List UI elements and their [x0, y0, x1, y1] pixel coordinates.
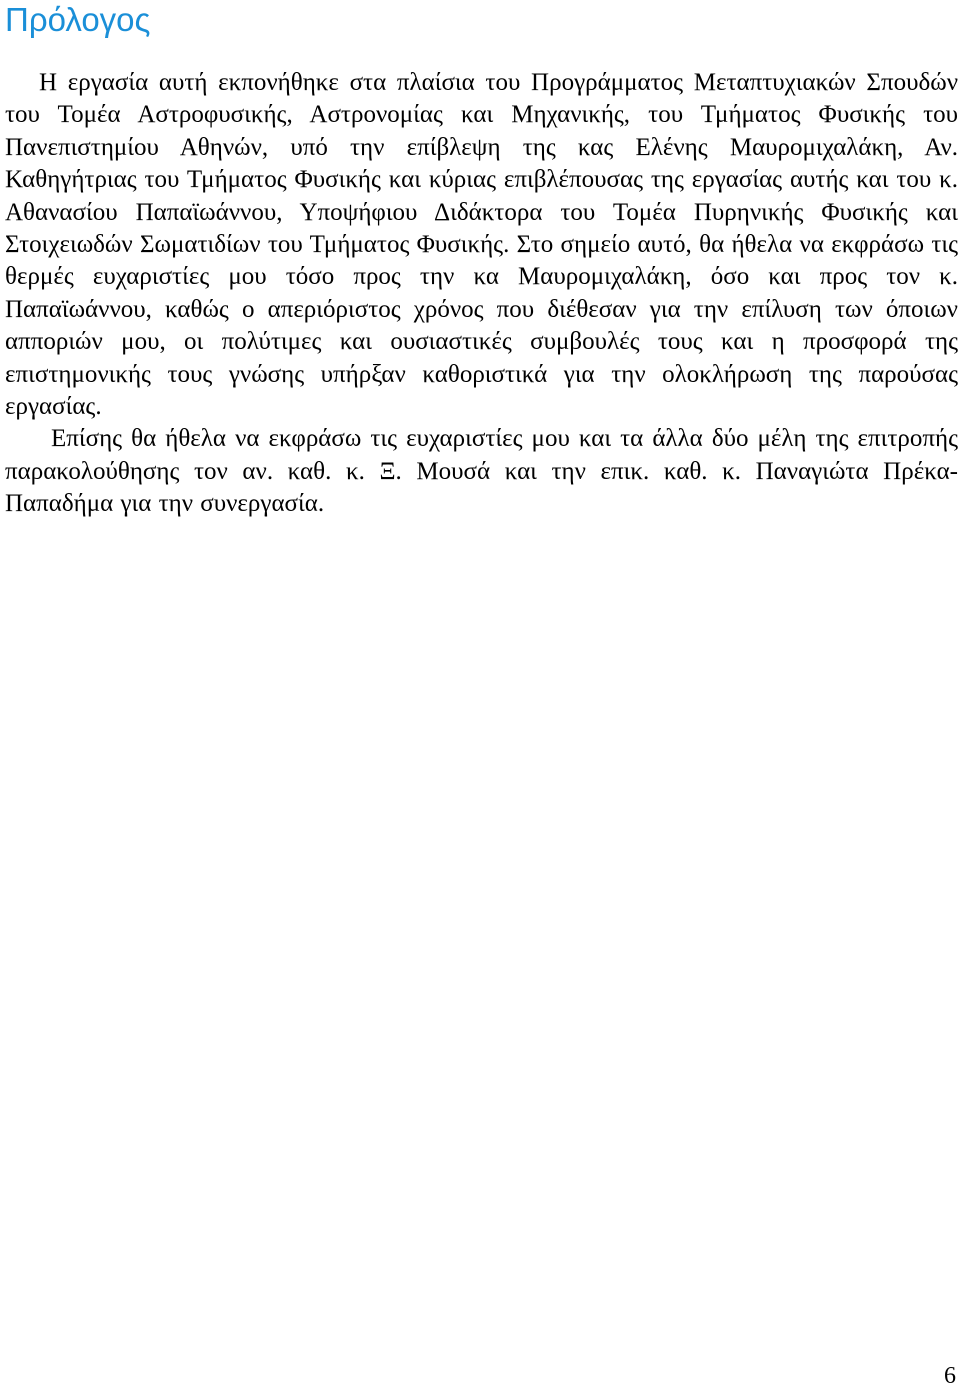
document-body: [5, 67, 958, 521]
page-number: 6: [944, 1363, 956, 1389]
paragraph-acknowledgement-supervisors: Η εργασία αυτή εκπονήθηκε στα πλαίσια του Προγράμματος Μεταπτυχιακών Σπουδών του Τομέα Αστροφυσικής, Αστρονομίας και Μηχανικής, του Τμήματος Φυσικής του Πανεπιστημίου Αθηνών, υπό την επίβλεψη της κας Ελένης Μαυρομιχαλάκη, Αν. Καθηγήτριας του Τμήματος Φυσικής και κύριας επιβλέπουσας της εργασίας αυτής και του κ. Αθανασίου Παπαϊωάννου, Υποψήφιου Διδάκτορα του Τομέα Πυρηνικής Φυσικής και Στοιχειωδών Σωματιδίων του Τμήματος Φυσικής. Στο σημείο αυτό, θα ήθελα να εκφράσω τις θερμές ευχαριστίες μου τόσο προς την κα Μαυρομιχαλάκη, όσο και προς τον κ. Παπαϊωάννου, καθώς ο απεριόριστος χρόνος που διέθεσαν για την επίλυση των όποιων απποριών μου, οι πολύτιμες και ουσιαστικές συμβουλές τους και η προσφορά της επιστημονικής τους γνώσης υπήρξαν καθοριστικά για την ολοκλήρωση της παρούσας εργασίας.: [5, 69, 958, 421]
page-title: Πρόλογος: [5, 1, 151, 38]
paragraph-acknowledgement-committee: Επίσης θα ήθελα να εκφράσω τις ευχαριστίες μου και τα άλλα δύο μέλη της επιτροπής παρακολούθησης τον αν. καθ. κ. Ξ. Μουσά και την επικ. καθ. κ. Παναγιώτα Πρέκα-Παπαδήμα για την συνεργασία.: [5, 425, 958, 518]
